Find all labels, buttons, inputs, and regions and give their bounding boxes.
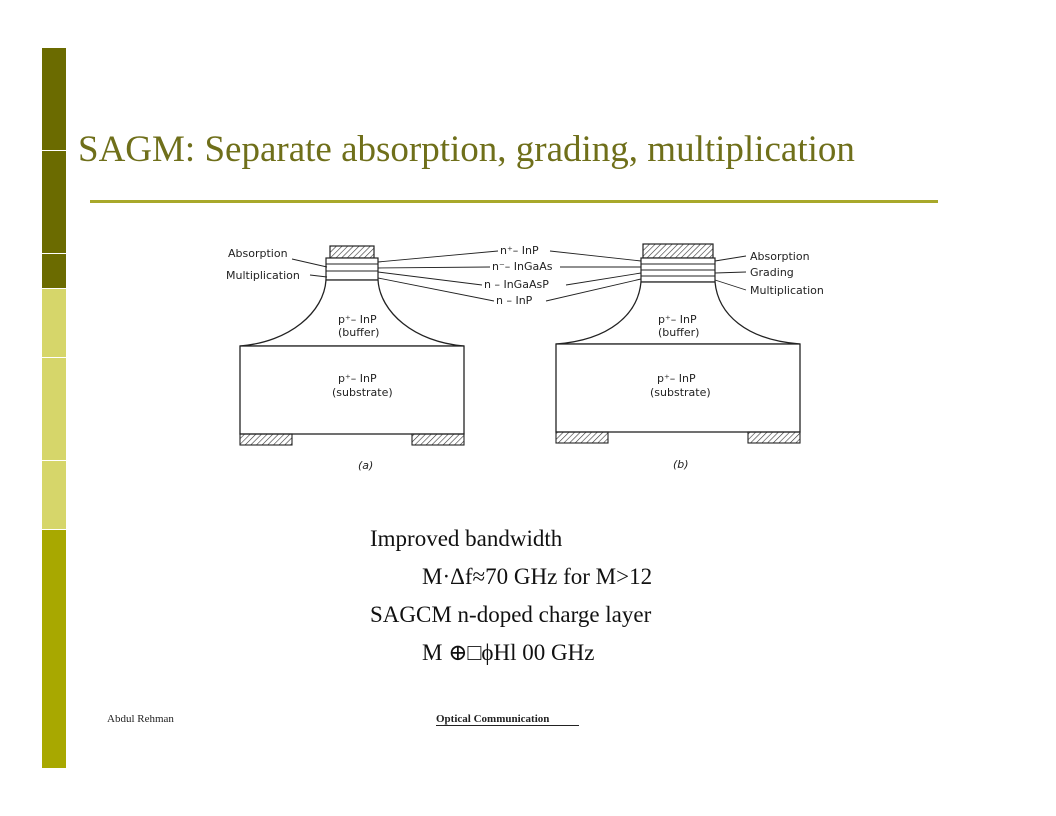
sidebar-block [42,151,66,253]
sidebar-block [42,358,66,460]
sidebar-block [42,254,66,288]
device-a [226,246,464,472]
label-grading-b: Grading [750,266,794,279]
caption-a: (a) [358,459,374,472]
sagm-diagram [220,232,840,477]
buffer-label-a: p⁺– InP [338,313,377,326]
sidebar-block [42,530,66,768]
layer-stack-a [326,258,378,280]
device-b [556,244,824,471]
footer-author: Abdul Rehman [107,713,174,725]
buffer-sublabel-a: (buffer) [338,326,380,339]
substrate-sublabel-a: (substrate) [332,386,393,399]
center-label-1: n⁺– InP [500,244,539,257]
label-multiplication-a: Multiplication [226,269,300,282]
bottom-contact-b-right [748,432,800,443]
substrate-label-b: p⁺– InP [657,372,696,385]
substrate-sublabel-b: (substrate) [650,386,711,399]
bottom-contact-a-left [240,434,292,445]
sidebar-block [42,289,66,357]
bullet-subitem: M ⊕□ϕHl 00 GHz [422,640,595,665]
title-underline [90,200,938,203]
caption-b: (b) [673,458,689,471]
label-absorption-a: Absorption [228,247,288,260]
buffer-label-b: p⁺– InP [658,313,697,326]
bullet-subitem: M·Δf≈70 GHz for M>12 [422,564,653,589]
slide-title: SAGM: Separate absorption, grading, multiplication [78,129,855,170]
center-layer-labels [378,244,641,307]
bullet-item: Improved bandwidth [370,526,563,551]
bottom-contact-a-right [412,434,464,445]
top-contact-a [330,246,374,258]
sidebar-block [42,461,66,529]
bullet-item: SAGCM n-doped charge layer [370,602,652,627]
center-label-2: n⁻– InGaAs [492,260,553,273]
center-label-4: n – InP [496,294,533,307]
bottom-contact-b-left [556,432,608,443]
center-label-3: n – InGaAsP [484,278,549,291]
label-absorption-b: Absorption [750,250,810,263]
buffer-sublabel-b: (buffer) [658,326,700,339]
sidebar-block [42,48,66,150]
top-contact-b [643,244,713,258]
label-multiplication-b: Multiplication [750,284,824,297]
footer-course: Optical Communication [436,713,579,726]
sidebar-decoration [42,48,66,768]
substrate-label-a: p⁺– InP [338,372,377,385]
